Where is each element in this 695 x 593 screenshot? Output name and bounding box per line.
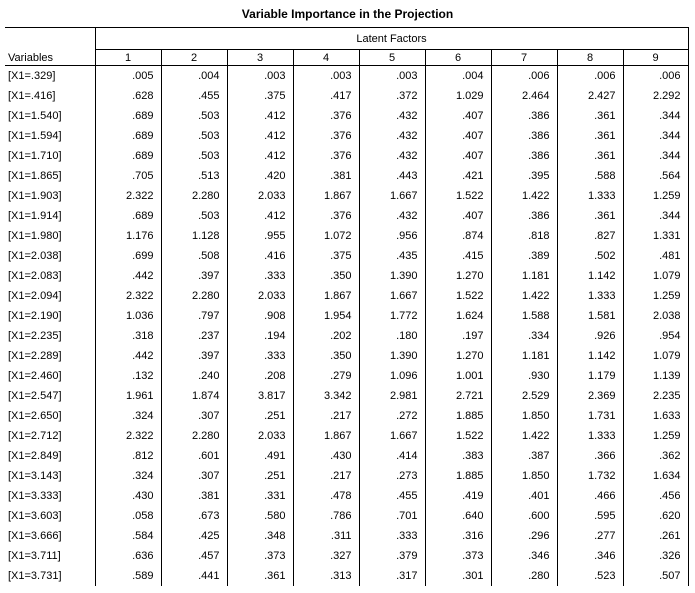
table-cell: .584 bbox=[95, 526, 161, 546]
table-cell: .301 bbox=[425, 566, 491, 586]
table-cell: .954 bbox=[623, 326, 688, 346]
table-cell: .689 bbox=[95, 146, 161, 166]
table-cell: .580 bbox=[227, 506, 293, 526]
row-label: [X1=2.547] bbox=[5, 386, 95, 406]
latent-factors-header: Latent Factors bbox=[95, 28, 688, 50]
factor-header-2: 2 bbox=[161, 50, 227, 66]
table-cell: .202 bbox=[293, 326, 359, 346]
table-cell: 1.270 bbox=[425, 266, 491, 286]
table-cell: .432 bbox=[359, 206, 425, 226]
row-label: [X1=3.731] bbox=[5, 566, 95, 586]
table-cell: .237 bbox=[161, 326, 227, 346]
factor-header-6: 6 bbox=[425, 50, 491, 66]
table-row bbox=[5, 346, 688, 366]
table-cell: .407 bbox=[425, 206, 491, 226]
table-cell: .333 bbox=[227, 346, 293, 366]
table-cell: 1.072 bbox=[293, 226, 359, 246]
table-cell: .348 bbox=[227, 526, 293, 546]
table-cell: .307 bbox=[161, 406, 227, 426]
table-cell: .412 bbox=[227, 146, 293, 166]
table-cell: .316 bbox=[425, 526, 491, 546]
table-cell: .379 bbox=[359, 546, 425, 566]
row-label: [X1=2.083] bbox=[5, 266, 95, 286]
table-cell: .421 bbox=[425, 166, 491, 186]
table-cell: .344 bbox=[623, 106, 688, 126]
table-cell: 2.033 bbox=[227, 186, 293, 206]
table-cell: .350 bbox=[293, 346, 359, 366]
table-cell: 3.342 bbox=[293, 386, 359, 406]
table-cell: .689 bbox=[95, 106, 161, 126]
table-cell: .395 bbox=[491, 166, 557, 186]
table-cell: 1.333 bbox=[557, 286, 623, 306]
table-cell: 1.422 bbox=[491, 286, 557, 306]
row-label: [X1=1.540] bbox=[5, 106, 95, 126]
table-cell: .381 bbox=[161, 486, 227, 506]
table-cell: .296 bbox=[491, 526, 557, 546]
table-cell: .366 bbox=[557, 446, 623, 466]
row-label: [X1=1.903] bbox=[5, 186, 95, 206]
table-cell: .435 bbox=[359, 246, 425, 266]
table-cell: 1.667 bbox=[359, 426, 425, 446]
table-row bbox=[5, 186, 688, 206]
table-cell: .279 bbox=[293, 366, 359, 386]
table-cell: .414 bbox=[359, 446, 425, 466]
table-cell: .797 bbox=[161, 306, 227, 326]
table-cell: 1.581 bbox=[557, 306, 623, 326]
table-cell: .334 bbox=[491, 326, 557, 346]
table-cell: .272 bbox=[359, 406, 425, 426]
table-cell: 1.522 bbox=[425, 286, 491, 306]
row-label: [X1=1.865] bbox=[5, 166, 95, 186]
row-label: [X1=3.666] bbox=[5, 526, 95, 546]
table-row bbox=[5, 206, 688, 226]
table-cell: .705 bbox=[95, 166, 161, 186]
table-cell: .307 bbox=[161, 466, 227, 486]
table-cell: .432 bbox=[359, 106, 425, 126]
table-cell: .456 bbox=[623, 486, 688, 506]
table-cell: .333 bbox=[359, 526, 425, 546]
row-label: [X1=2.289] bbox=[5, 346, 95, 366]
table-cell: .955 bbox=[227, 226, 293, 246]
table-row bbox=[5, 506, 688, 526]
table-cell: 1.867 bbox=[293, 186, 359, 206]
table-cell: .673 bbox=[161, 506, 227, 526]
table-cell: .455 bbox=[161, 86, 227, 106]
table-cell: .412 bbox=[227, 206, 293, 226]
table-row bbox=[5, 366, 688, 386]
table-cell: .640 bbox=[425, 506, 491, 526]
table-cell: 1.522 bbox=[425, 186, 491, 206]
table-cell: .362 bbox=[623, 446, 688, 466]
table-cell: .812 bbox=[95, 446, 161, 466]
table-cell: 1.181 bbox=[491, 266, 557, 286]
table-cell: .595 bbox=[557, 506, 623, 526]
table-row bbox=[5, 86, 688, 106]
table-cell: 1.079 bbox=[623, 346, 688, 366]
table-cell: 2.369 bbox=[557, 386, 623, 406]
table-cell: .786 bbox=[293, 506, 359, 526]
table-cell: .956 bbox=[359, 226, 425, 246]
row-label: [X1=1.710] bbox=[5, 146, 95, 166]
table-cell: .006 bbox=[557, 66, 623, 87]
table-cell: 1.667 bbox=[359, 286, 425, 306]
row-label: [X1=2.849] bbox=[5, 446, 95, 466]
table-cell: 1.029 bbox=[425, 86, 491, 106]
table-cell: 2.322 bbox=[95, 186, 161, 206]
table-cell: .430 bbox=[95, 486, 161, 506]
table-cell: .407 bbox=[425, 126, 491, 146]
table-cell: .589 bbox=[95, 566, 161, 586]
row-label: [X1=.329] bbox=[5, 66, 95, 87]
table-cell: .324 bbox=[95, 406, 161, 426]
table-cell: 1.850 bbox=[491, 406, 557, 426]
table-cell: .491 bbox=[227, 446, 293, 466]
table-cell: .344 bbox=[623, 126, 688, 146]
table-cell: 1.036 bbox=[95, 306, 161, 326]
table-cell: .361 bbox=[557, 126, 623, 146]
row-label: [X1=2.460] bbox=[5, 366, 95, 386]
row-label: [X1=2.038] bbox=[5, 246, 95, 266]
table-cell: .273 bbox=[359, 466, 425, 486]
table-cell: .818 bbox=[491, 226, 557, 246]
table-cell: .346 bbox=[557, 546, 623, 566]
table-cell: .420 bbox=[227, 166, 293, 186]
factor-header-1: 1 bbox=[95, 50, 161, 66]
table-cell: 2.981 bbox=[359, 386, 425, 406]
table-cell: 2.033 bbox=[227, 286, 293, 306]
table-row bbox=[5, 306, 688, 326]
table-cell: 1.176 bbox=[95, 226, 161, 246]
table-cell: .386 bbox=[491, 206, 557, 226]
row-label: [X1=3.333] bbox=[5, 486, 95, 506]
factor-header-5: 5 bbox=[359, 50, 425, 66]
table-cell: 2.033 bbox=[227, 426, 293, 446]
table-cell: .005 bbox=[95, 66, 161, 87]
table-cell: 1.624 bbox=[425, 306, 491, 326]
table-cell: .003 bbox=[359, 66, 425, 87]
table-cell: .588 bbox=[557, 166, 623, 186]
table-cell: .350 bbox=[293, 266, 359, 286]
table-cell: 2.427 bbox=[557, 86, 623, 106]
table-row bbox=[5, 126, 688, 146]
table-row bbox=[5, 546, 688, 566]
table-cell: 1.139 bbox=[623, 366, 688, 386]
table-cell: .006 bbox=[623, 66, 688, 87]
table-cell: .375 bbox=[293, 246, 359, 266]
table-cell: 1.096 bbox=[359, 366, 425, 386]
table-cell: 1.588 bbox=[491, 306, 557, 326]
table-cell: 1.128 bbox=[161, 226, 227, 246]
table-cell: .344 bbox=[623, 206, 688, 226]
table-cell: 2.038 bbox=[623, 306, 688, 326]
table-cell: .344 bbox=[623, 146, 688, 166]
table-cell: 2.292 bbox=[623, 86, 688, 106]
table-cell: .417 bbox=[293, 86, 359, 106]
table-cell: 1.732 bbox=[557, 466, 623, 486]
table-cell: .251 bbox=[227, 406, 293, 426]
table-cell: .564 bbox=[623, 166, 688, 186]
table-cell: 1.270 bbox=[425, 346, 491, 366]
table-cell: 1.259 bbox=[623, 286, 688, 306]
table-cell: 1.259 bbox=[623, 186, 688, 206]
table-cell: 1.867 bbox=[293, 426, 359, 446]
table-cell: 2.280 bbox=[161, 286, 227, 306]
table-cell: .003 bbox=[227, 66, 293, 87]
table-row bbox=[5, 486, 688, 506]
table-cell: .194 bbox=[227, 326, 293, 346]
table-cell: .425 bbox=[161, 526, 227, 546]
table-cell: .401 bbox=[491, 486, 557, 506]
table-cell: 1.634 bbox=[623, 466, 688, 486]
table-cell: .699 bbox=[95, 246, 161, 266]
table-cell: .407 bbox=[425, 106, 491, 126]
row-label: [X1=1.914] bbox=[5, 206, 95, 226]
table-cell: .197 bbox=[425, 326, 491, 346]
table-row bbox=[5, 246, 688, 266]
table-cell: .373 bbox=[425, 546, 491, 566]
table-cell: .478 bbox=[293, 486, 359, 506]
table-cell: 1.179 bbox=[557, 366, 623, 386]
table-cell: .412 bbox=[227, 126, 293, 146]
table-cell: 1.633 bbox=[623, 406, 688, 426]
table-cell: .326 bbox=[623, 546, 688, 566]
table-cell: 1.259 bbox=[623, 426, 688, 446]
table-cell: .361 bbox=[557, 206, 623, 226]
table-cell: 1.422 bbox=[491, 186, 557, 206]
table-cell: .503 bbox=[161, 206, 227, 226]
table-cell: .277 bbox=[557, 526, 623, 546]
table-cell: .466 bbox=[557, 486, 623, 506]
table-cell: .208 bbox=[227, 366, 293, 386]
table-cell: .502 bbox=[557, 246, 623, 266]
table-cell: .280 bbox=[491, 566, 557, 586]
table-row bbox=[5, 386, 688, 406]
table-cell: .372 bbox=[359, 86, 425, 106]
table-cell: 1.731 bbox=[557, 406, 623, 426]
table-cell: .375 bbox=[227, 86, 293, 106]
table-cell: .416 bbox=[227, 246, 293, 266]
table-cell: 1.961 bbox=[95, 386, 161, 406]
table-cell: .827 bbox=[557, 226, 623, 246]
table-cell: .397 bbox=[161, 346, 227, 366]
table-cell: 2.464 bbox=[491, 86, 557, 106]
table-cell: .455 bbox=[359, 486, 425, 506]
table-cell: 1.772 bbox=[359, 306, 425, 326]
factor-header-4: 4 bbox=[293, 50, 359, 66]
table-cell: .058 bbox=[95, 506, 161, 526]
table-cell: .006 bbox=[491, 66, 557, 87]
table-cell: .432 bbox=[359, 146, 425, 166]
table-cell: .908 bbox=[227, 306, 293, 326]
table-cell: .346 bbox=[491, 546, 557, 566]
row-label: [X1=.416] bbox=[5, 86, 95, 106]
table-cell: .386 bbox=[491, 106, 557, 126]
table-cell: .523 bbox=[557, 566, 623, 586]
table-cell: .457 bbox=[161, 546, 227, 566]
table-cell: .318 bbox=[95, 326, 161, 346]
table-cell: 2.322 bbox=[95, 426, 161, 446]
table-cell: .415 bbox=[425, 246, 491, 266]
table-row bbox=[5, 146, 688, 166]
table-cell: .874 bbox=[425, 226, 491, 246]
table-cell: .930 bbox=[491, 366, 557, 386]
table-cell: .407 bbox=[425, 146, 491, 166]
table-cell: .217 bbox=[293, 466, 359, 486]
table-cell: .132 bbox=[95, 366, 161, 386]
table-row bbox=[5, 66, 688, 87]
table-cell: .361 bbox=[227, 566, 293, 586]
table-cell: .926 bbox=[557, 326, 623, 346]
table-cell: .004 bbox=[425, 66, 491, 87]
table-cell: .311 bbox=[293, 526, 359, 546]
table-cell: 1.333 bbox=[557, 186, 623, 206]
table-cell: .481 bbox=[623, 246, 688, 266]
table-cell: .701 bbox=[359, 506, 425, 526]
table-cell: .386 bbox=[491, 146, 557, 166]
table-cell: 2.721 bbox=[425, 386, 491, 406]
table-cell: .636 bbox=[95, 546, 161, 566]
table-cell: 2.235 bbox=[623, 386, 688, 406]
table-cell: .376 bbox=[293, 106, 359, 126]
table-cell: .180 bbox=[359, 326, 425, 346]
table-cell: .376 bbox=[293, 126, 359, 146]
table-cell: .412 bbox=[227, 106, 293, 126]
factor-header-9: 9 bbox=[623, 50, 688, 66]
table-cell: .386 bbox=[491, 126, 557, 146]
factor-header-3: 3 bbox=[227, 50, 293, 66]
table-cell: .507 bbox=[623, 566, 688, 586]
table-cell: 3.817 bbox=[227, 386, 293, 406]
table-row bbox=[5, 286, 688, 306]
table-row bbox=[5, 266, 688, 286]
table-cell: .508 bbox=[161, 246, 227, 266]
table-cell: .620 bbox=[623, 506, 688, 526]
table-cell: .419 bbox=[425, 486, 491, 506]
table-row bbox=[5, 166, 688, 186]
table-row bbox=[5, 426, 688, 446]
variables-header: Variables bbox=[5, 28, 95, 66]
table-row bbox=[5, 326, 688, 346]
table-cell: .689 bbox=[95, 126, 161, 146]
table-cell: .503 bbox=[161, 106, 227, 126]
table-cell: .601 bbox=[161, 446, 227, 466]
table-cell: .430 bbox=[293, 446, 359, 466]
table-cell: .373 bbox=[227, 546, 293, 566]
table-cell: 2.280 bbox=[161, 186, 227, 206]
table-cell: .261 bbox=[623, 526, 688, 546]
table-cell: .333 bbox=[227, 266, 293, 286]
row-label: [X1=1.980] bbox=[5, 226, 95, 246]
table-cell: 1.850 bbox=[491, 466, 557, 486]
table-cell: .441 bbox=[161, 566, 227, 586]
table-cell: 1.954 bbox=[293, 306, 359, 326]
table-cell: .376 bbox=[293, 206, 359, 226]
factor-header-8: 8 bbox=[557, 50, 623, 66]
table-cell: .217 bbox=[293, 406, 359, 426]
table-cell: .003 bbox=[293, 66, 359, 87]
table-cell: 1.885 bbox=[425, 406, 491, 426]
table-cell: .513 bbox=[161, 166, 227, 186]
table-cell: .689 bbox=[95, 206, 161, 226]
table-cell: 1.867 bbox=[293, 286, 359, 306]
table-cell: .443 bbox=[359, 166, 425, 186]
table-cell: 1.390 bbox=[359, 346, 425, 366]
factor-header-7: 7 bbox=[491, 50, 557, 66]
table-cell: .240 bbox=[161, 366, 227, 386]
table-cell: 1.522 bbox=[425, 426, 491, 446]
table-cell: 1.874 bbox=[161, 386, 227, 406]
row-label: [X1=2.094] bbox=[5, 286, 95, 306]
table-row bbox=[5, 106, 688, 126]
table-cell: .503 bbox=[161, 126, 227, 146]
table-cell: .376 bbox=[293, 146, 359, 166]
table-cell: .389 bbox=[491, 246, 557, 266]
table-cell: .432 bbox=[359, 126, 425, 146]
table-cell: 1.142 bbox=[557, 266, 623, 286]
table-cell: 1.667 bbox=[359, 186, 425, 206]
row-label: [X1=1.594] bbox=[5, 126, 95, 146]
table-cell: 1.181 bbox=[491, 346, 557, 366]
table-cell: .313 bbox=[293, 566, 359, 586]
table-cell: .600 bbox=[491, 506, 557, 526]
table-cell: .327 bbox=[293, 546, 359, 566]
table-cell: .317 bbox=[359, 566, 425, 586]
table-row bbox=[5, 446, 688, 466]
table-cell: 1.001 bbox=[425, 366, 491, 386]
table-cell: 1.885 bbox=[425, 466, 491, 486]
table-cell: .361 bbox=[557, 146, 623, 166]
table-row bbox=[5, 526, 688, 546]
table-cell: .503 bbox=[161, 146, 227, 166]
table-row bbox=[5, 406, 688, 426]
table-cell: .628 bbox=[95, 86, 161, 106]
row-label: [X1=3.711] bbox=[5, 546, 95, 566]
table-cell: 1.390 bbox=[359, 266, 425, 286]
table-cell: .397 bbox=[161, 266, 227, 286]
row-label: [X1=3.143] bbox=[5, 466, 95, 486]
table-row bbox=[5, 466, 688, 486]
table-row bbox=[5, 566, 688, 586]
table-cell: 1.333 bbox=[557, 426, 623, 446]
table-cell: .387 bbox=[491, 446, 557, 466]
table-cell: .324 bbox=[95, 466, 161, 486]
table-cell: 1.331 bbox=[623, 226, 688, 246]
table-title: Variable Importance in the Projection bbox=[241, 7, 454, 21]
table-cell: 2.280 bbox=[161, 426, 227, 446]
row-label: [X1=2.235] bbox=[5, 326, 95, 346]
row-label: [X1=2.712] bbox=[5, 426, 95, 446]
table-cell: .442 bbox=[95, 346, 161, 366]
row-label: [X1=3.603] bbox=[5, 506, 95, 526]
table-cell: .004 bbox=[161, 66, 227, 87]
table-cell: 1.079 bbox=[623, 266, 688, 286]
table-cell: .442 bbox=[95, 266, 161, 286]
table-cell: .331 bbox=[227, 486, 293, 506]
table-cell: 1.142 bbox=[557, 346, 623, 366]
table-cell: 2.529 bbox=[491, 386, 557, 406]
table-cell: .381 bbox=[293, 166, 359, 186]
table-cell: .251 bbox=[227, 466, 293, 486]
table-cell: 1.422 bbox=[491, 426, 557, 446]
row-label: [X1=2.190] bbox=[5, 306, 95, 326]
table-cell: .361 bbox=[557, 106, 623, 126]
vip-table bbox=[5, 27, 689, 586]
row-label: [X1=2.650] bbox=[5, 406, 95, 426]
table-row bbox=[5, 226, 688, 246]
table-cell: .383 bbox=[425, 446, 491, 466]
table-cell: 2.322 bbox=[95, 286, 161, 306]
